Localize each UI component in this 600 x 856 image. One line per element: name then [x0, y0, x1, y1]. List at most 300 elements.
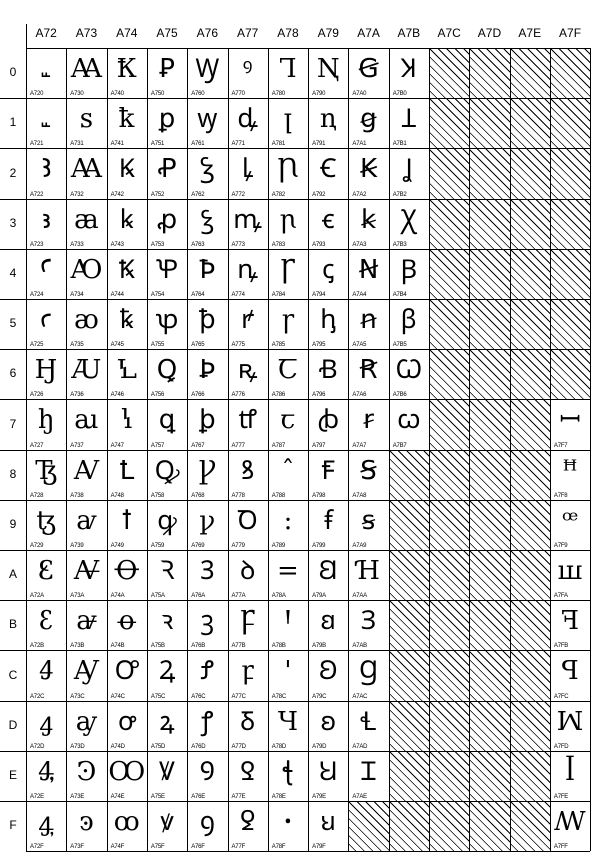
code-point-label: A73E — [70, 793, 85, 800]
character-cell — [308, 550, 348, 600]
character-glyph: ꟾ — [564, 756, 576, 787]
character-glyph: ꝡ — [197, 104, 218, 135]
character-cell — [268, 199, 308, 249]
unassigned-cell — [510, 249, 550, 299]
row-header: 6 — [9, 366, 17, 381]
code-point-label: A775 — [231, 342, 245, 349]
character-glyph: Ꝟ — [159, 756, 175, 787]
code-point-label: A79D — [312, 743, 327, 750]
character-glyph: Ꜯ — [37, 756, 55, 787]
character-glyph: Ꝕ — [155, 254, 179, 285]
character-cell — [26, 249, 66, 299]
character-cell — [66, 450, 106, 500]
code-point-label: A759 — [150, 542, 165, 549]
code-point-label: A7A4 — [352, 291, 367, 298]
code-point-label: A7A8 — [352, 492, 367, 499]
character-glyph: Ꞵ — [400, 254, 418, 285]
character-cell — [389, 399, 429, 449]
code-point-label: A760 — [191, 91, 205, 98]
character-glyph: Ꞃ — [276, 154, 299, 185]
character-glyph: : — [283, 505, 293, 536]
character-glyph — [26, 52, 66, 86]
code-point-label: A78C — [271, 693, 287, 700]
unassigned-cell — [550, 98, 590, 148]
character-glyph: ꝳ — [233, 204, 262, 235]
character-cell — [348, 148, 388, 198]
character-glyph: Ꝭ — [200, 656, 214, 687]
character-cell — [308, 98, 348, 148]
code-point-label: A788 — [271, 492, 286, 499]
character-cell — [228, 450, 268, 500]
character-glyph: Ɜ — [360, 606, 377, 637]
row-header: A — [8, 567, 17, 582]
character-cell — [107, 399, 147, 449]
character-glyph: ꝧ — [199, 405, 216, 436]
character-cell — [348, 500, 388, 550]
code-point-label: A728 — [30, 492, 44, 499]
code-point-label: A795 — [312, 342, 326, 349]
character-glyph: ꞟ — [320, 807, 336, 837]
character-glyph: Ꝿ — [239, 756, 256, 787]
character-glyph: Ꞝ — [318, 656, 338, 687]
character-glyph: ꞥ — [360, 305, 377, 335]
unassigned-cell — [429, 399, 469, 449]
code-point-label: A7FC — [553, 693, 569, 700]
code-point-label: A74E — [110, 793, 125, 800]
character-glyph: Ꞌ — [282, 606, 294, 637]
character-cell — [389, 48, 429, 98]
character-cell — [147, 801, 187, 851]
code-point-label: A779 — [231, 542, 245, 549]
code-point-label: A745 — [110, 342, 124, 349]
code-point-label: A76A — [191, 593, 206, 600]
character-cell — [147, 98, 187, 148]
code-point-label: A77E — [231, 793, 246, 800]
row-header: 7 — [9, 416, 17, 431]
character-cell — [26, 600, 66, 650]
character-glyph: ꝃ — [119, 204, 134, 235]
column-header: A73 — [75, 26, 98, 40]
unassigned-cell — [469, 701, 509, 751]
character-glyph: ꞝ — [320, 706, 337, 737]
character-cell — [187, 249, 227, 299]
code-point-label: A77C — [231, 693, 246, 700]
character-glyph: Ꞗ — [318, 355, 338, 386]
row-header: 3 — [9, 215, 17, 230]
character-glyph: Ꜧ — [34, 355, 58, 386]
code-point-label: A789 — [271, 542, 286, 549]
code-point-label: A750 — [150, 91, 165, 98]
character-glyph: ꝣ — [200, 204, 214, 235]
character-glyph: Ꞛ — [318, 556, 338, 586]
character-glyph: Ꞁ — [279, 54, 297, 84]
unassigned-cell — [429, 600, 469, 650]
character-cell — [348, 299, 388, 349]
character-cell — [26, 500, 66, 550]
character-cell — [389, 349, 429, 399]
code-point-label: A722 — [30, 191, 44, 198]
character-glyph: ꝩ — [199, 505, 216, 536]
character-glyph: Ꞟ — [318, 756, 338, 787]
character-cell — [348, 249, 388, 299]
unassigned-cell — [389, 751, 429, 801]
character-glyph: ꝱ — [237, 104, 258, 135]
character-glyph: Ꝗ — [156, 355, 178, 386]
character-cell — [228, 148, 268, 198]
code-point-label: A724 — [30, 291, 44, 298]
character-glyph: Ꜩ — [35, 455, 58, 486]
character-glyph: Ꝇ — [116, 355, 137, 386]
unassigned-cell — [429, 148, 469, 198]
character-cell — [107, 801, 147, 851]
grid-line-horizontal — [0, 399, 590, 400]
character-cell — [66, 199, 106, 249]
row-header: E — [8, 767, 17, 782]
grid-line-horizontal — [26, 851, 590, 852]
character-glyph: ꞗ — [317, 405, 340, 436]
column-header: A7A — [357, 26, 380, 40]
code-point-label: A72F — [30, 844, 44, 851]
code-point-label: A735 — [70, 342, 84, 349]
grid-line-horizontal — [0, 500, 590, 501]
character-cell — [348, 199, 388, 249]
character-glyph: ꟺ — [557, 556, 583, 586]
character-cell — [26, 450, 66, 500]
character-glyph: Ɬ — [360, 706, 377, 737]
character-glyph: ꞃ — [279, 204, 297, 235]
code-point-label: A78E — [271, 793, 286, 800]
code-point-label: A732 — [70, 191, 84, 198]
character-cell — [308, 701, 348, 751]
character-cell — [66, 349, 106, 399]
character-glyph: ꟸ — [562, 455, 578, 486]
code-point-label: A77F — [231, 844, 246, 851]
character-cell — [66, 650, 106, 700]
unassigned-cell — [469, 450, 509, 500]
code-point-label: A73A — [70, 593, 85, 600]
column-header: A76 — [196, 26, 219, 40]
code-point-label: A7F8 — [553, 492, 568, 499]
code-point-label: A73C — [70, 693, 85, 700]
character-glyph: Ꝡ — [195, 54, 220, 84]
grid-line-horizontal — [0, 550, 590, 551]
code-point-label: A7B2 — [392, 191, 407, 198]
character-cell — [147, 701, 187, 751]
code-point-label: A7FF — [553, 844, 568, 851]
character-glyph: ꜵ — [74, 305, 99, 335]
character-glyph: ꝋ — [117, 606, 136, 637]
code-point-label: A7A6 — [352, 392, 367, 399]
unassigned-cell — [510, 349, 550, 399]
unassigned-cell — [550, 148, 590, 198]
character-cell — [228, 48, 268, 98]
code-point-label: A730 — [70, 91, 84, 98]
character-glyph: ꜫ — [38, 606, 54, 637]
character-cell — [228, 299, 268, 349]
character-cell — [348, 751, 388, 801]
character-glyph: Ꝃ — [118, 154, 135, 185]
row-header: D — [8, 717, 18, 732]
code-point-label: A77A — [231, 593, 246, 600]
unassigned-cell — [469, 650, 509, 700]
character-cell — [107, 751, 147, 801]
code-point-label: A7FB — [553, 643, 569, 650]
character-glyph: Ꝑ — [159, 54, 175, 84]
character-glyph: ꜧ — [37, 405, 55, 436]
unassigned-cell — [389, 650, 429, 700]
character-cell — [147, 48, 187, 98]
unassigned-cell — [510, 98, 550, 148]
code-point-label: A79B — [312, 643, 326, 650]
unassigned-cell — [510, 148, 550, 198]
character-glyph: Ᵹ — [239, 706, 256, 737]
character-cell — [187, 550, 227, 600]
character-cell — [66, 48, 106, 98]
code-point-label: A76C — [191, 693, 206, 700]
code-point-label: A774 — [231, 291, 245, 298]
character-glyph: ꝭ — [201, 706, 214, 737]
character-cell — [389, 199, 429, 249]
character-cell — [107, 98, 147, 148]
character-glyph: ꝑ — [158, 104, 176, 135]
character-glyph: ꝺ — [239, 556, 256, 586]
code-point-label: A784 — [271, 291, 286, 298]
character-glyph: Ꝼ — [239, 606, 256, 637]
code-point-label: A72A — [30, 593, 44, 600]
character-glyph: Ꝓ — [157, 154, 177, 185]
character-cell — [187, 98, 227, 148]
code-point-label: A747 — [110, 442, 124, 449]
character-glyph: ꞅ — [281, 305, 295, 335]
character-cell — [187, 600, 227, 650]
grid-line-horizontal — [0, 450, 590, 451]
code-point-label: A766 — [191, 392, 205, 399]
character-glyph: Ꞧ — [359, 355, 378, 386]
row-header: B — [8, 617, 17, 632]
unassigned-cell — [510, 701, 550, 751]
code-point-label: A7B3 — [392, 241, 407, 248]
character-cell — [26, 98, 66, 148]
code-point-label: A740 — [110, 91, 124, 98]
unassigned-cell — [469, 550, 509, 600]
code-point-label: A726 — [30, 392, 44, 399]
code-point-label: A776 — [231, 392, 245, 399]
character-cell — [66, 751, 106, 801]
character-glyph: ꞩ — [361, 505, 376, 536]
character-cell — [308, 751, 348, 801]
grid-line-vertical — [590, 48, 591, 851]
column-header: A78 — [277, 26, 299, 40]
character-glyph: ꝸ — [240, 455, 255, 486]
character-cell — [348, 600, 388, 650]
character-glyph: ꟹ — [561, 505, 579, 536]
grid-line-horizontal — [0, 349, 590, 350]
character-glyph: ꜭ — [39, 706, 54, 737]
character-glyph: Ꞷ — [395, 355, 423, 386]
unassigned-cell — [469, 751, 509, 801]
character-cell — [308, 148, 348, 198]
character-glyph: ꝯ — [199, 807, 215, 837]
character-cell — [107, 349, 147, 399]
character-glyph: Ɡ — [358, 656, 379, 687]
character-glyph: Ꞓ — [320, 154, 337, 185]
character-glyph: ꞇ — [280, 405, 296, 436]
code-point-label: A7B4 — [392, 291, 407, 298]
unassigned-cell — [469, 399, 509, 449]
character-glyph: ꝫ — [200, 606, 214, 637]
character-cell — [66, 701, 106, 751]
code-point-label: A79A — [312, 593, 326, 600]
unassigned-cell — [429, 500, 469, 550]
character-cell — [268, 801, 308, 851]
character-glyph: Ɪ — [361, 756, 376, 787]
character-glyph: ꝿ — [240, 807, 256, 837]
unassigned-cell — [389, 450, 429, 500]
code-point-label: A754 — [150, 291, 165, 298]
unassigned-cell — [429, 249, 469, 299]
unassigned-cell — [429, 299, 469, 349]
character-cell — [147, 450, 187, 500]
code-point-label: A780 — [271, 91, 286, 98]
unassigned-cell — [469, 249, 509, 299]
character-cell — [26, 399, 66, 449]
character-cell — [389, 148, 429, 198]
character-glyph: ꟿ — [554, 807, 586, 837]
unassigned-cell — [469, 600, 509, 650]
character-glyph: Ɥ — [277, 706, 298, 737]
character-cell — [107, 701, 147, 751]
character-glyph: Ꝅ — [118, 254, 135, 285]
character-cell — [348, 399, 388, 449]
character-cell — [268, 450, 308, 500]
code-point-label: A748 — [110, 492, 124, 499]
unassigned-cell — [469, 801, 509, 851]
character-glyph: Ꝩ — [198, 455, 217, 486]
character-glyph: Ꝥ — [199, 254, 216, 285]
character-glyph: ꞌ — [284, 656, 292, 687]
character-cell — [187, 701, 227, 751]
column-header: A7C — [437, 26, 461, 40]
character-glyph: Ꝝ — [158, 656, 176, 687]
code-point-label: A753 — [150, 241, 165, 248]
character-glyph: ꞔ — [322, 254, 335, 285]
character-glyph: Ꝍ — [114, 656, 139, 687]
character-cell — [308, 399, 348, 449]
character-cell — [26, 701, 66, 751]
character-cell — [187, 450, 227, 500]
character-glyph: ꜻ — [76, 606, 97, 637]
character-cell — [26, 650, 66, 700]
character-cell — [66, 399, 106, 449]
code-point-label: A75C — [150, 693, 166, 700]
code-point-label: A7AC — [352, 693, 368, 700]
character-cell — [268, 751, 308, 801]
character-cell — [550, 650, 590, 700]
code-point-label: A741 — [110, 141, 124, 148]
code-point-label: A74F — [110, 844, 125, 851]
character-cell — [26, 148, 66, 198]
unassigned-cell — [469, 299, 509, 349]
character-glyph: ꝏ — [113, 807, 140, 837]
code-point-label: A7F9 — [553, 542, 568, 549]
code-point-label: A79C — [312, 693, 327, 700]
character-cell — [228, 751, 268, 801]
code-point-label: A799 — [312, 542, 326, 549]
character-glyph: Ꜿ — [76, 756, 97, 787]
unassigned-cell — [429, 349, 469, 399]
code-point-label: A72D — [30, 743, 45, 750]
character-glyph: ꜩ — [36, 505, 56, 536]
code-point-label: A76E — [191, 793, 206, 800]
grid-line-horizontal — [0, 801, 590, 802]
grid-line-horizontal — [0, 299, 590, 300]
character-glyph: ꝛ — [160, 606, 174, 637]
code-point-label: A75A — [150, 593, 165, 600]
character-glyph: Ꞡ — [358, 54, 379, 84]
code-point-label: A7B7 — [392, 442, 407, 449]
character-cell — [187, 48, 227, 98]
unassigned-cell — [429, 801, 469, 851]
unassigned-cell — [469, 148, 509, 198]
code-point-label: A75F — [150, 844, 165, 851]
character-cell — [147, 199, 187, 249]
row-header: 0 — [9, 65, 17, 80]
character-cell — [348, 450, 388, 500]
character-cell — [66, 98, 106, 148]
character-glyph: ꞏ — [283, 807, 292, 837]
character-glyph: ꜽ — [75, 706, 98, 737]
column-header: A7B — [397, 26, 421, 40]
code-point-label: A7B1 — [392, 141, 407, 148]
code-point-label: A749 — [110, 542, 124, 549]
character-cell — [268, 650, 308, 700]
character-glyph: Ɦ — [357, 556, 380, 586]
grid-line-horizontal — [0, 600, 590, 601]
unassigned-cell — [510, 500, 550, 550]
grid-line-horizontal — [0, 199, 590, 200]
code-point-label: A723 — [30, 241, 44, 248]
character-glyph: ꜷ — [74, 405, 99, 436]
code-point-label: A721 — [30, 141, 44, 148]
character-cell — [228, 650, 268, 700]
character-cell — [308, 801, 348, 851]
code-point-label: A769 — [191, 542, 205, 549]
character-cell — [26, 199, 66, 249]
character-glyph: ꝵ — [241, 305, 255, 335]
character-cell — [147, 399, 187, 449]
code-point-label: A7A3 — [352, 241, 367, 248]
character-glyph: ꟻ — [561, 606, 580, 637]
character-cell — [228, 399, 268, 449]
character-glyph: Ꜷ — [71, 355, 102, 386]
code-point-label: A78D — [271, 743, 287, 750]
code-point-label: A7FD — [553, 743, 569, 750]
character-glyph: ꟷ — [559, 405, 581, 436]
unassigned-cell — [429, 650, 469, 700]
character-glyph: ꜣ — [41, 204, 51, 235]
character-cell — [26, 550, 66, 600]
code-point-label: A786 — [271, 392, 286, 399]
character-cell — [187, 801, 227, 851]
code-point-label: A7A2 — [352, 191, 367, 198]
character-glyph: ꞑ — [319, 104, 337, 135]
character-glyph: ꞛ — [320, 606, 336, 637]
character-glyph: Ꞙ — [321, 455, 335, 486]
character-glyph: Ꜽ — [73, 656, 99, 687]
character-glyph: Ꭓ — [400, 204, 418, 235]
character-glyph: ꞷ — [397, 405, 421, 436]
character-cell — [268, 299, 308, 349]
